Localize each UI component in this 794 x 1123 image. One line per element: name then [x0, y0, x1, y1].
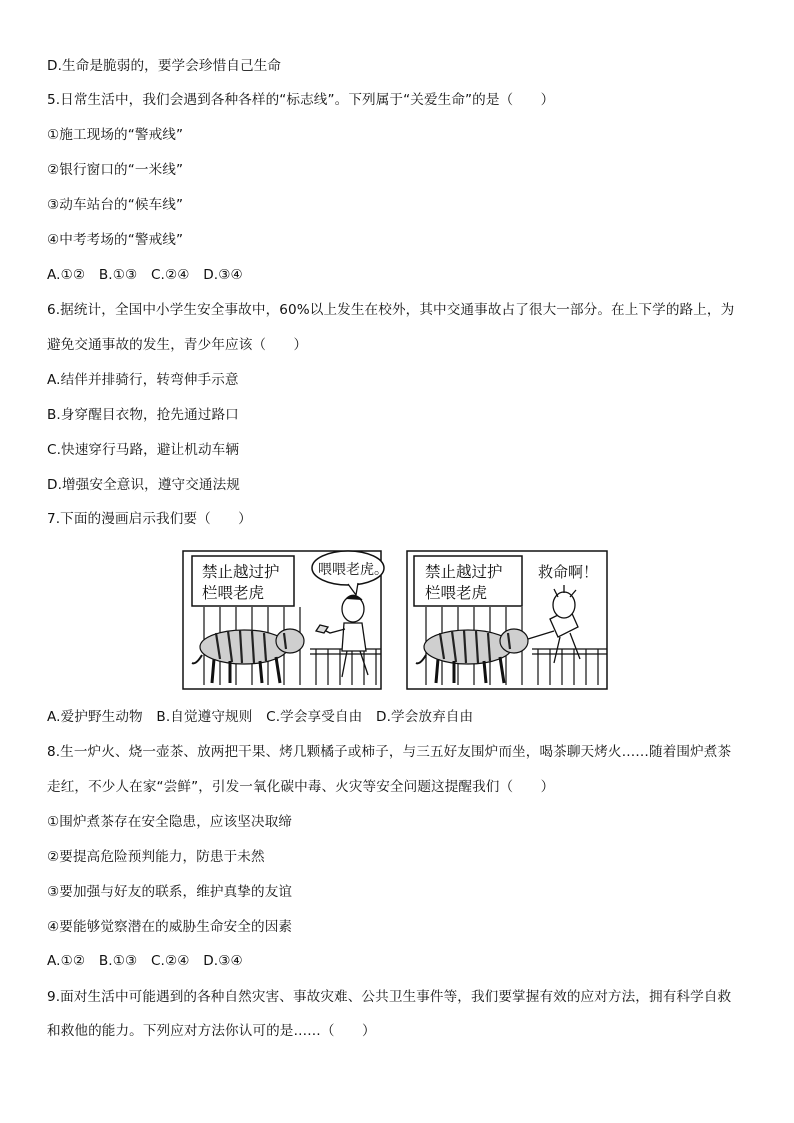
- comic-panel-2: [407, 551, 607, 689]
- q6-option-b: B.身穿醒目衣物，抢先通过路口: [47, 407, 239, 423]
- q8-item-2: ②要提高危险预判能力，防患于未然: [47, 849, 265, 865]
- q6-option-c: C.快速穿行马路，避让机动车辆: [47, 442, 240, 458]
- bubble-text: 喂喂老虎。: [318, 562, 388, 578]
- question-6-stem-line1: 6.据统计，全国中小学生安全事故中，60%以上发生在校外，其中交通事故占了很大一部分。在上下学的路上，为: [47, 302, 735, 318]
- sign-2-line-1: 禁止越过护: [425, 563, 503, 581]
- q6-option-d: D.增强安全意识，遵守交通法规: [47, 477, 241, 493]
- q8-item-3: ③要加强与好友的联系，维护真挚的友谊: [47, 884, 293, 900]
- q5-item-3: ③动车站台的“候车线”: [47, 197, 184, 213]
- question-7-stem: 7.下面的漫画启示我们要（ ）: [47, 511, 252, 527]
- question-9-stem-line1: 9.面对生活中可能遇到的各种自然灾害、事故灾难、公共卫生事件等，我们要掌握有效的应对方法，拥有科学自救: [47, 989, 732, 1005]
- question-5-stem: 5.日常生活中，我们会遇到各种各样的“标志线”。下列属于“关爱生命”的是（ ）: [47, 92, 555, 108]
- q6-option-a: A.结伴并排骑行，转弯伸手示意: [47, 372, 239, 388]
- sign-2-line-2: 栏喂老虎: [425, 584, 488, 602]
- sign-1-line-2: 栏喂老虎: [202, 584, 265, 602]
- comic-illustration: [182, 547, 612, 693]
- question-9-stem-line2: 和救他的能力。下列应对方法你认可的是……（ ）: [47, 1023, 376, 1039]
- q5-item-1: ①施工现场的“警戒线”: [47, 127, 184, 143]
- line-q4-option-d: D.生命是脆弱的，要学会珍惜自己生命: [47, 58, 282, 74]
- shout-text: 救命啊！: [538, 563, 599, 581]
- q5-item-2: ②银行窗口的“一米线”: [47, 162, 184, 178]
- q8-item-1: ①围炉煮茶存在安全隐患，应该坚决取缔: [47, 814, 293, 830]
- q8-options: A.①② B.①③ C.②④ D.③④: [47, 953, 243, 969]
- q7-options: A.爱护野生动物 B.自觉遵守规则 C.学会享受自由 D.学会放弃自由: [47, 709, 474, 725]
- question-8-stem-line2: 走红，不少人在家“尝鲜”，引发一氧化碳中毒、火灾等安全问题这提醒我们（ ）: [47, 779, 555, 795]
- sign-1-line-1: 禁止越过护: [202, 563, 280, 581]
- question-8-stem-line1: 8.生一炉火、烧一壶茶、放两把干果、烤几颗橘子或柿子，与三五好友围炉而坐，喝茶聊天烤火……随着围炉煮茶: [47, 744, 732, 760]
- q5-item-4: ④中考考场的“警戒线”: [47, 232, 184, 248]
- q5-options: A.①② B.①③ C.②④ D.③④: [47, 267, 243, 283]
- q8-item-4: ④要能够觉察潜在的威胁生命安全的因素: [47, 919, 293, 935]
- question-6-stem-line2: 避免交通事故的发生，青少年应该（ ）: [47, 337, 308, 353]
